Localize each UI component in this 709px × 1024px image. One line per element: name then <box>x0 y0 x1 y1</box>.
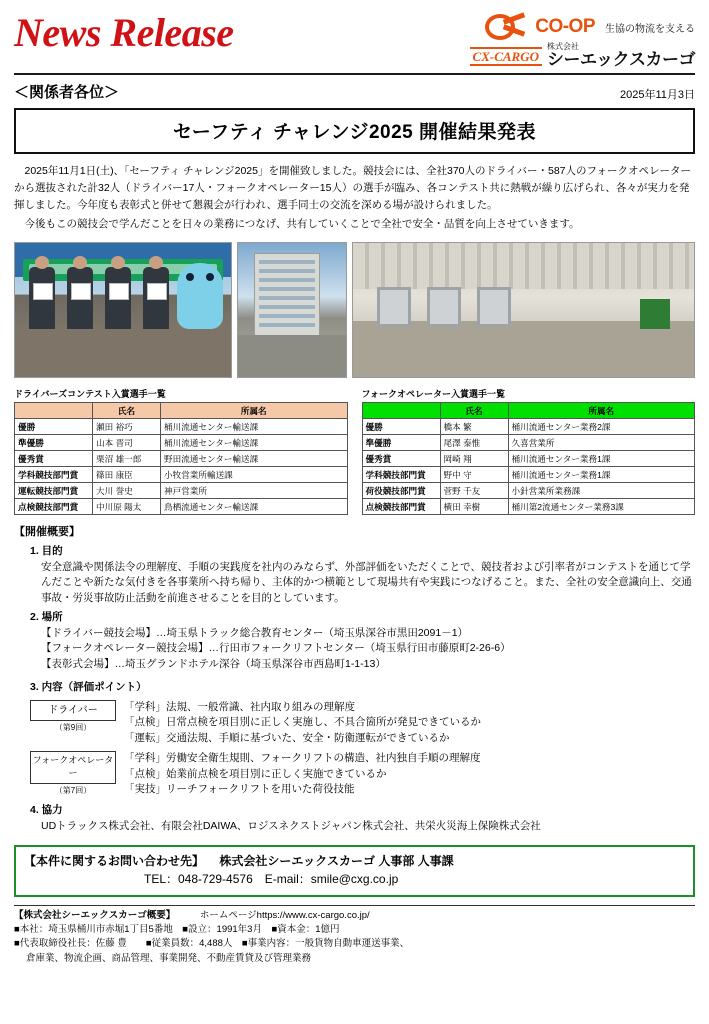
table-row <box>15 451 348 467</box>
content-group-driver <box>14 700 695 747</box>
cell-name: 尾澤 泰惟 <box>440 435 508 451</box>
forklift-award-table <box>362 402 696 515</box>
release-headline: セーフティ チャレンジ2025 開催結果発表 <box>14 108 695 154</box>
forklift-point-1: 「学科」労働安全衛生規則、フォークリフトの構造、社内独自手順の理解度 <box>124 751 481 764</box>
cx-cargo-kabushiki: 株式会社 <box>547 42 579 51</box>
photo-training-center <box>237 242 347 378</box>
table-row <box>362 451 695 467</box>
cell-award: 荷役競技部門賞 <box>362 483 440 499</box>
cell-affiliation: 桶川流通センター業務2課 <box>508 419 695 435</box>
cell-name: 中川原 陽太 <box>93 499 161 515</box>
cell-affiliation: 鳥栖流通センター輸送課 <box>161 499 348 515</box>
cooperation-body: UDトラックス株式会社、有限会社DAIWA、ロジスネクストジャパン株式会社、共栄火災海上保険株式会社 <box>41 819 541 832</box>
venue-line-forklift: 【フォークオペレーター競技会場】…行田市フォークリフトセンター（埼玉県行田市藤原町2-26-6） <box>41 642 511 655</box>
coop-logo-icon <box>485 12 529 42</box>
driver-badge-sub: （第9回） <box>54 722 92 732</box>
venue-line-driver: 【ドライバー競技会場】…埼玉県トラック総合教育センター（埼玉県深谷市黒田2091－1） <box>41 626 469 639</box>
forklift-content-lines <box>124 751 695 798</box>
cell-award: 学科競技部門賞 <box>362 467 440 483</box>
cell-name: 篠田 康臣 <box>93 467 161 483</box>
cell-award: 準優勝 <box>15 435 93 451</box>
driver-content-lines <box>124 700 695 747</box>
cell-affiliation: 桶川流通センター輸送課 <box>161 419 348 435</box>
overview-line-1: ■本社：埼玉県桶川市赤堀1丁目5番地 ■設立：1991年3月 ■資本金：1億円 <box>14 924 340 936</box>
cell-affiliation: 桶川流通センター業務1課 <box>508 467 695 483</box>
table-row <box>362 435 695 451</box>
cell-award: 点検競技部門賞 <box>15 499 93 515</box>
cell-award: 優秀賞 <box>362 451 440 467</box>
lead-paragraphs <box>14 163 695 232</box>
table-row <box>15 435 348 451</box>
cell-award: 優勝 <box>15 419 93 435</box>
driver-point-2: 「点検」日常点検を項目別に正しく実施し、不具合箇所が発見できているか <box>124 716 481 729</box>
header-divider <box>14 73 695 75</box>
driver-badge-label: ドライバー <box>30 700 116 721</box>
cell-award: 運転競技部門賞 <box>15 483 93 499</box>
cell-name: 山本 晋司 <box>93 435 161 451</box>
overview-homepage: ホームページhttps://www.cx-cargo.co.jp/ <box>199 909 370 921</box>
table-row <box>362 499 695 515</box>
outline-item-venue-heading: 2. 場所 <box>30 610 63 623</box>
release-date: 2025年11月3日 <box>619 89 695 102</box>
forklift-table-caption: フォークオペレーター入賞選手一覧 <box>361 389 506 400</box>
cell-affiliation: 小牧営業所輸送課 <box>161 467 348 483</box>
contact-tel-email: TEL：048-729-4576 E-mail：smile@cxg.co.jp <box>144 872 399 887</box>
forklift-col-name: 氏名 <box>440 403 508 419</box>
driver-point-1: 「学科」法規、一般常識、社内取り組みの理解度 <box>124 700 355 713</box>
overview-divider-top <box>14 905 695 906</box>
addressee: ＜関係者各位＞ <box>14 84 120 102</box>
cell-name: 大川 誉史 <box>93 483 161 499</box>
event-outline <box>14 524 695 834</box>
driver-award-table-wrap <box>14 387 348 515</box>
cell-award: 優秀賞 <box>15 451 93 467</box>
cell-affiliation: 桶川流通センター業務1課 <box>508 451 695 467</box>
forklift-award-table-wrap <box>362 387 696 515</box>
company-logo-area <box>470 12 695 69</box>
forklift-badge-sub: （第7回） <box>54 785 92 795</box>
forklift-badge-label: フォークオペレーター <box>30 751 116 784</box>
photo-strip <box>14 242 695 378</box>
cell-name: 横田 幸樹 <box>440 499 508 515</box>
table-row <box>15 483 348 499</box>
table-row <box>15 467 348 483</box>
forklift-col-affiliation: 所属名 <box>508 403 695 419</box>
cell-award: 点検競技部門賞 <box>362 499 440 515</box>
coop-wordmark: CO-OP <box>535 16 595 37</box>
lead-paragraph-1: 2025年11月1日(土)、「セーフティ チャレンジ2025」を開催致しました。競技会には、全社370人のドライバー・587人のフォークオペレーターから選抜された計32人（ドライバー17人・フォークオペレーター15人）の選手が臨み、各コンテスト共に熱戦が繰り広げられ、各々が実力を発揮しました。今年度も表彰式と併せて懇親会が行われ、選手同士の交流を深める場が設けられました。 <box>14 165 691 211</box>
overview-line-3: 倉庫業、物流企画、商品管理、事業開発、不動産賃貸及び管理業務 <box>26 952 312 964</box>
outline-item-purpose-heading: 1. 目的 <box>30 544 63 557</box>
cell-affiliation: 神戸営業所 <box>161 483 348 499</box>
forklift-col-award <box>362 403 440 419</box>
page-title: News Release <box>14 10 234 55</box>
cell-award: 学科競技部門賞 <box>15 467 93 483</box>
photo-forklift-venue <box>352 242 695 378</box>
cell-affiliation: 野田流通センター輸送課 <box>161 451 348 467</box>
outline-item-cooperation-heading: 4. 協力 <box>30 804 63 817</box>
outline-heading: 【開催概要】 <box>14 526 80 539</box>
lead-paragraph-2: 今後もこの競技会で学んだことを日々の業務につなげ、共有していくことで全社で安全・品質を向上させていきます。 <box>24 217 580 230</box>
cell-name: 菅野 千友 <box>440 483 508 499</box>
cell-name: 野中 守 <box>440 467 508 483</box>
table-header-row <box>362 403 695 419</box>
overview-line-2: ■代表取締役社長：佐藤 豊 ■従業員数：4,488人 ■事業内容：一般貨物自動車運送事業、 <box>14 938 410 950</box>
content-group-forklift <box>14 751 695 798</box>
cell-affiliation: 小針営業所業務課 <box>508 483 695 499</box>
table-row <box>362 467 695 483</box>
table-row <box>362 419 695 435</box>
company-overview <box>14 905 695 966</box>
cell-name: 岡崎 翔 <box>440 451 508 467</box>
addressee-row <box>14 81 695 102</box>
venue-line-ceremony: 【表彰式会場】…埼玉グランドホテル深谷（埼玉県深谷市西島町1-1-13） <box>41 658 386 671</box>
table-row <box>15 499 348 515</box>
cell-affiliation: 久喜営業所 <box>508 435 695 451</box>
driver-col-name: 氏名 <box>93 403 161 419</box>
cell-award: 優勝 <box>362 419 440 435</box>
forklift-point-2: 「点検」始業前点検を項目別に正しく実施できているか <box>124 767 387 780</box>
driver-point-3: 「運転」交通法規、手順に基づいた、安全・防衛運転ができているか <box>124 732 450 745</box>
award-tables <box>14 387 695 515</box>
outline-item-content-heading: 3. 内容（評価ポイント） <box>30 680 147 693</box>
cx-cargo-logo: CX-CARGO <box>470 47 542 66</box>
overview-heading: 【株式会社シーエックスカーゴ概要】 <box>14 909 176 921</box>
driver-table-caption: ドライバーズコンテスト入賞選手一覧 <box>14 389 166 400</box>
forklift-badge <box>30 751 116 797</box>
photo-award-ceremony <box>14 242 232 378</box>
contact-label: 【本件に関するお問い合わせ先】 <box>24 853 205 868</box>
page-header <box>14 8 695 69</box>
contact-company: 株式会社シーエックスカーゴ 人事部 人事課 <box>219 853 454 868</box>
cell-affiliation: 桶川第2流通センター業務3課 <box>508 499 695 515</box>
driver-col-affiliation: 所属名 <box>161 403 348 419</box>
contact-box <box>14 845 695 897</box>
forklift-point-3: 「実技」リーチフォークリフトを用いた荷役技能 <box>124 783 355 796</box>
cell-name: 瀬田 裕巧 <box>93 419 161 435</box>
coop-tagline: 生協の物流を支える <box>605 23 695 35</box>
table-row <box>362 483 695 499</box>
table-header-row <box>15 403 348 419</box>
driver-award-table <box>14 402 348 515</box>
cx-cargo-katakana: シーエックスカーゴ <box>547 50 695 70</box>
overview-heading-row <box>14 909 695 923</box>
cx-cargo-jp-name <box>547 43 695 69</box>
cell-name: 栗沼 雄一郎 <box>93 451 161 467</box>
cell-award: 準優勝 <box>362 435 440 451</box>
contact-line-1 <box>24 852 685 871</box>
cell-affiliation: 桶川流通センター輸送課 <box>161 435 348 451</box>
driver-badge <box>30 700 116 734</box>
cell-name: 橋本 繁 <box>440 419 508 435</box>
driver-col-award <box>15 403 93 419</box>
outline-item-purpose-body: 安全意識や関係法令の理解度、手順の実践度を社内のみならず、外部評価をいただくことで、競技者および引率者がコンテストを通じて学んだことや新たな気付きを各事業所へ持ち帰り、主体的かつ横範として現場共有や実践につなげること。また、全社の安全意識向上、交通事故・労災事故防止活動を前進させることを目的としています。 <box>41 560 692 605</box>
table-row <box>15 419 348 435</box>
